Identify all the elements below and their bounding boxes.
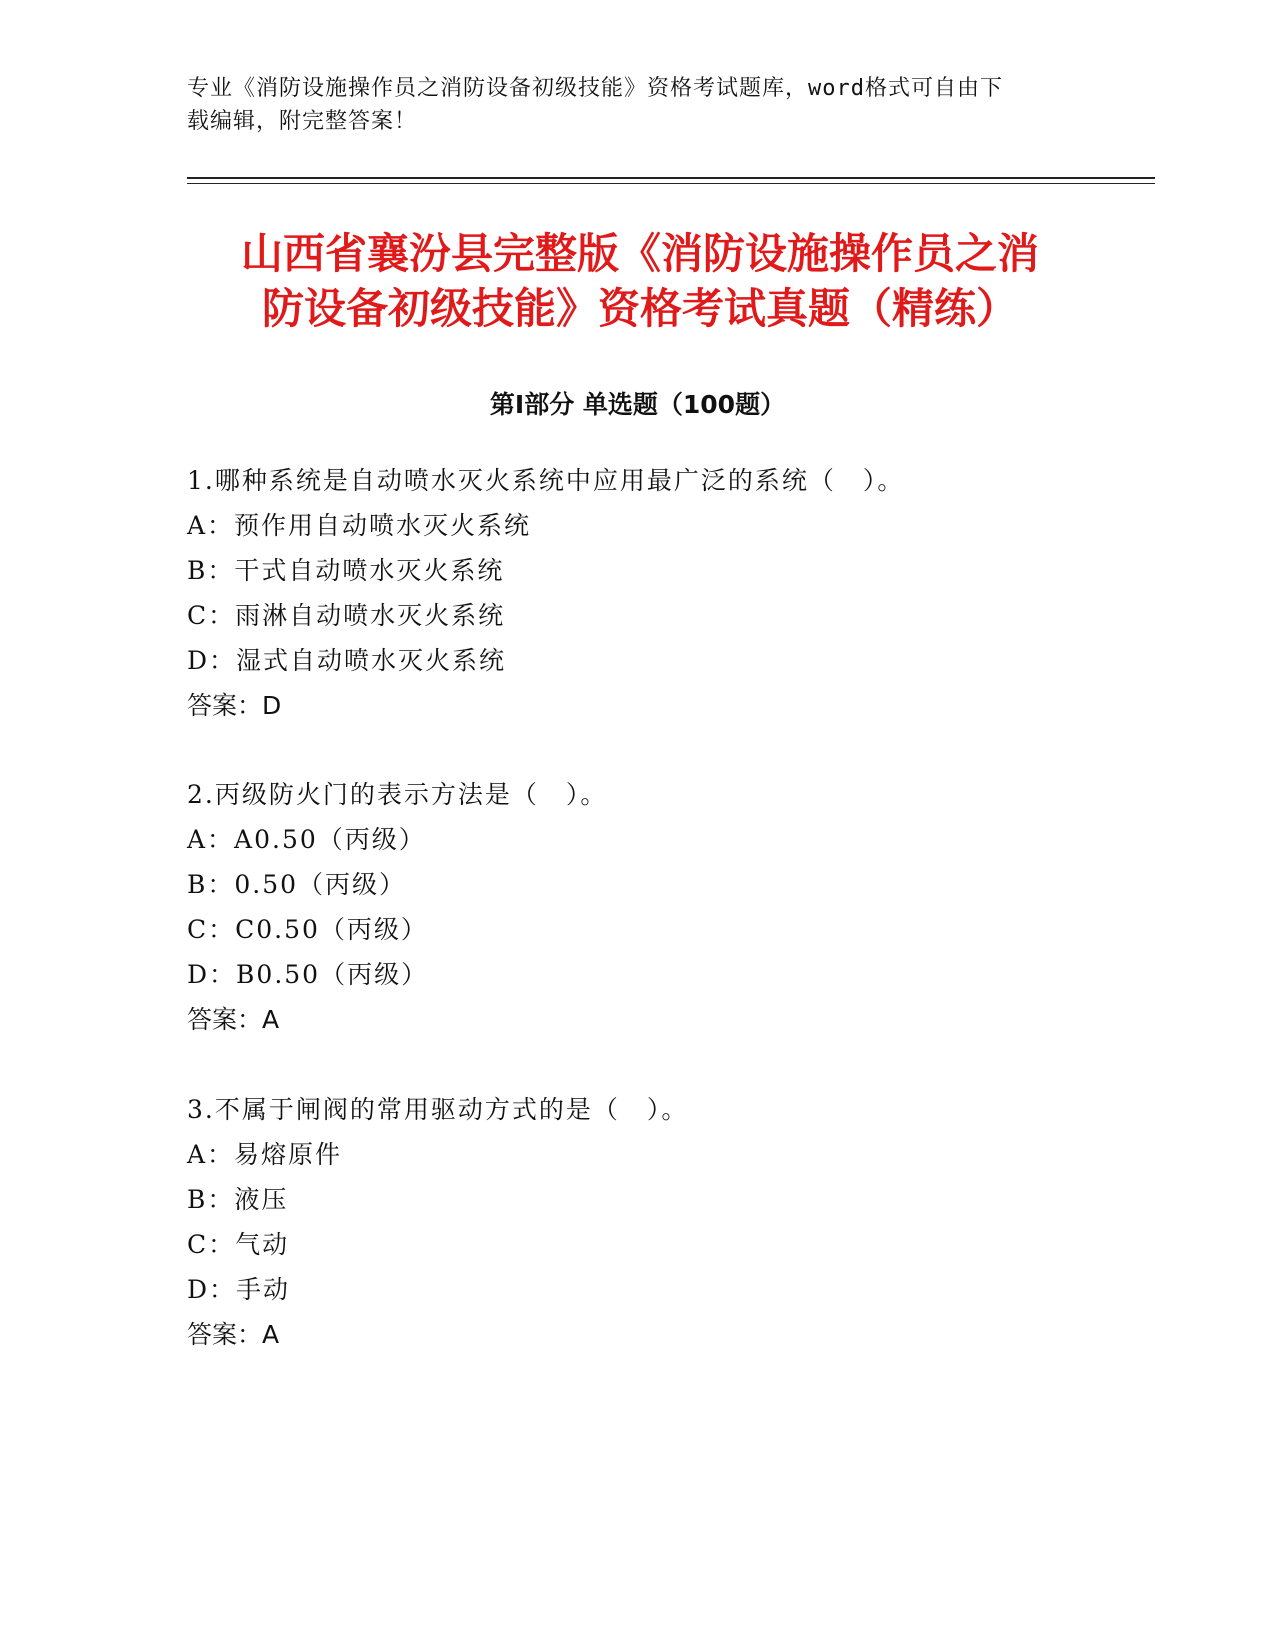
title-line: 防设备初级技能》资格考试真题（精练） [261,284,1018,333]
header-divider [187,177,1155,179]
question-text: 1.哪种系统是自动喷水灭火系统中应用最广泛的系统（ ）。 [187,466,905,495]
option-a: A：A0.50（丙级） [187,825,426,854]
title-line: 山西省襄汾县完整版《消防设施操作员之消 [240,229,1039,278]
question-text: 2.丙级防火门的表示方法是（ ）。 [187,780,608,809]
document-title [190,226,1090,336]
question-text: 3.不属于闸阀的常用驱动方式的是（ ）。 [187,1095,689,1124]
answer: 答案：A [187,1320,280,1349]
header-note [187,72,1067,138]
question-3 [187,1087,1147,1357]
option-c: C：雨淋自动喷水灭火系统 [187,601,506,630]
answer: 答案：A [187,1005,280,1034]
header-note-line: 专业《消防设施操作员之消防设备初级技能》资格考试题库，word格式可自由下 [187,76,1003,101]
question-2 [187,772,1147,1042]
option-c: C：C0.50（丙级） [187,915,428,944]
option-d: D：湿式自动喷水灭火系统 [187,646,507,675]
option-b: B：干式自动喷水灭火系统 [187,556,505,585]
option-d: D：手动 [187,1275,291,1304]
header-divider-thin [187,183,1155,184]
section-title: 第Ⅰ部分 单选题（100题） [489,390,786,419]
option-b: B：0.50（丙级） [187,870,407,899]
option-b: B：液压 [187,1185,289,1214]
option-a: A：易熔原件 [187,1140,343,1169]
option-c: C：气动 [187,1230,290,1259]
header-note-line: 载编辑，附完整答案！ [187,109,418,134]
option-d: D：B0.50（丙级） [187,960,429,989]
answer: 答案：D [187,691,282,720]
option-a: A：预作用自动喷水灭火系统 [187,511,532,540]
question-1 [187,458,1147,728]
